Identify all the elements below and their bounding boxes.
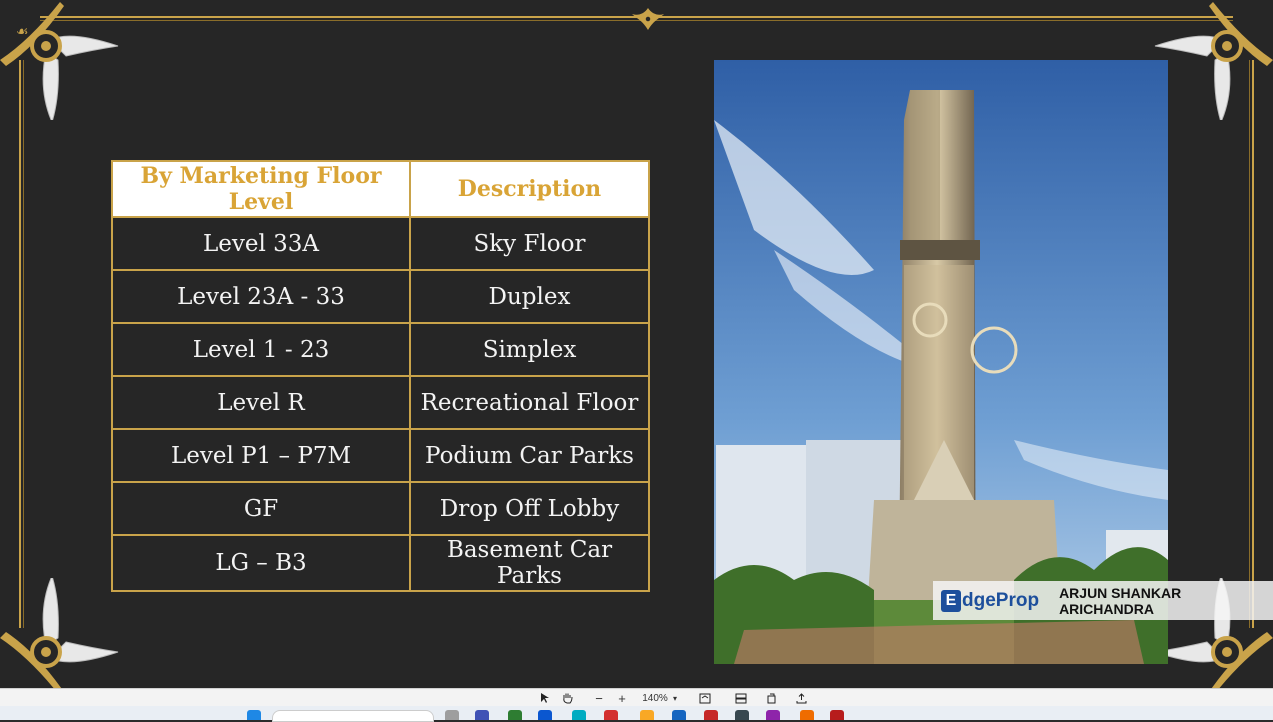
app-icon[interactable] [766,710,780,720]
floor-level-table [111,160,650,592]
app-icon[interactable] [572,710,586,720]
agent-name: ARJUN SHANKAR ARICHANDRA [1059,584,1182,617]
select-pointer-icon[interactable] [538,690,552,706]
whatsapp-icon[interactable] [508,710,522,720]
gold-border-left-inner [23,60,24,628]
header-description: Description [410,161,649,217]
edge-browser-icon[interactable] [538,710,552,720]
table-row [112,429,649,482]
zoom-out-button[interactable]: − [595,690,603,706]
edgeprop-logo [941,590,1039,612]
edgeprop-watermark [933,581,1273,620]
taskbar-search-box[interactable] [272,710,434,722]
floor-level-cell: Level P1 – P7M [112,429,410,482]
gold-border-left [19,60,21,628]
table-row [112,217,649,270]
outlook-icon[interactable] [672,710,686,720]
svg-text:☙: ☙ [16,24,29,40]
edgeprop-logo-mark-icon: E [941,590,961,612]
floor-level-cell: Level 1 - 23 [112,323,410,376]
table-row [112,270,649,323]
description-cell: Sky Floor [410,217,649,270]
rotate-icon[interactable] [764,690,778,706]
corner-wing-ornament-icon [1153,0,1273,120]
floor-level-cell: Level 33A [112,217,410,270]
file-explorer-icon[interactable] [640,710,654,720]
page-view-icon[interactable] [731,690,751,706]
corner-wing-ornament-icon [0,0,120,120]
share-upload-icon[interactable] [794,690,808,706]
tower-rendering-image [714,60,1168,664]
zoom-dropdown-chevron-icon[interactable]: ▾ [672,693,677,703]
table-row [112,323,649,376]
zoom-level-select[interactable]: 140% [642,692,668,704]
description-cell: Podium Car Parks [410,429,649,482]
app-icon[interactable] [735,710,749,720]
chrome-icon[interactable] [604,710,618,720]
app-icon[interactable] [800,710,814,720]
start-windows-icon[interactable] [247,710,261,720]
description-cell: Recreational Floor [410,376,649,429]
copilot-icon[interactable] [475,710,489,720]
header-floor-level: By Marketing Floor Level [112,161,410,217]
floor-level-cell: GF [112,482,410,535]
hand-pan-icon[interactable] [560,690,574,706]
table-row [112,376,649,429]
task-view-icon[interactable] [445,710,459,720]
table-row [112,482,649,535]
description-cell: Simplex [410,323,649,376]
acrobat-icon[interactable] [704,710,718,720]
gold-border-right-inner [1249,60,1250,628]
floor-level-cell: Level 23A - 33 [112,270,410,323]
corner-wing-ornament-icon [0,578,120,688]
top-center-ornament-icon [624,4,672,34]
table-header-row [112,161,649,217]
viewer-toolbar [0,688,1273,707]
table-row [112,535,649,591]
app-icon[interactable] [830,710,844,720]
gold-border-right [1252,60,1254,628]
floor-level-cell: Level R [112,376,410,429]
fit-page-icon[interactable] [695,690,715,706]
description-cell: Drop Off Lobby [410,482,649,535]
zoom-in-button[interactable]: + [618,690,626,706]
description-cell: Duplex [410,270,649,323]
edgeprop-logo-text: dgeProp [962,589,1040,611]
floor-level-cell: LG – B3 [112,535,410,591]
windows-taskbar [0,706,1273,720]
description-cell: Basement Car Parks [410,535,649,591]
